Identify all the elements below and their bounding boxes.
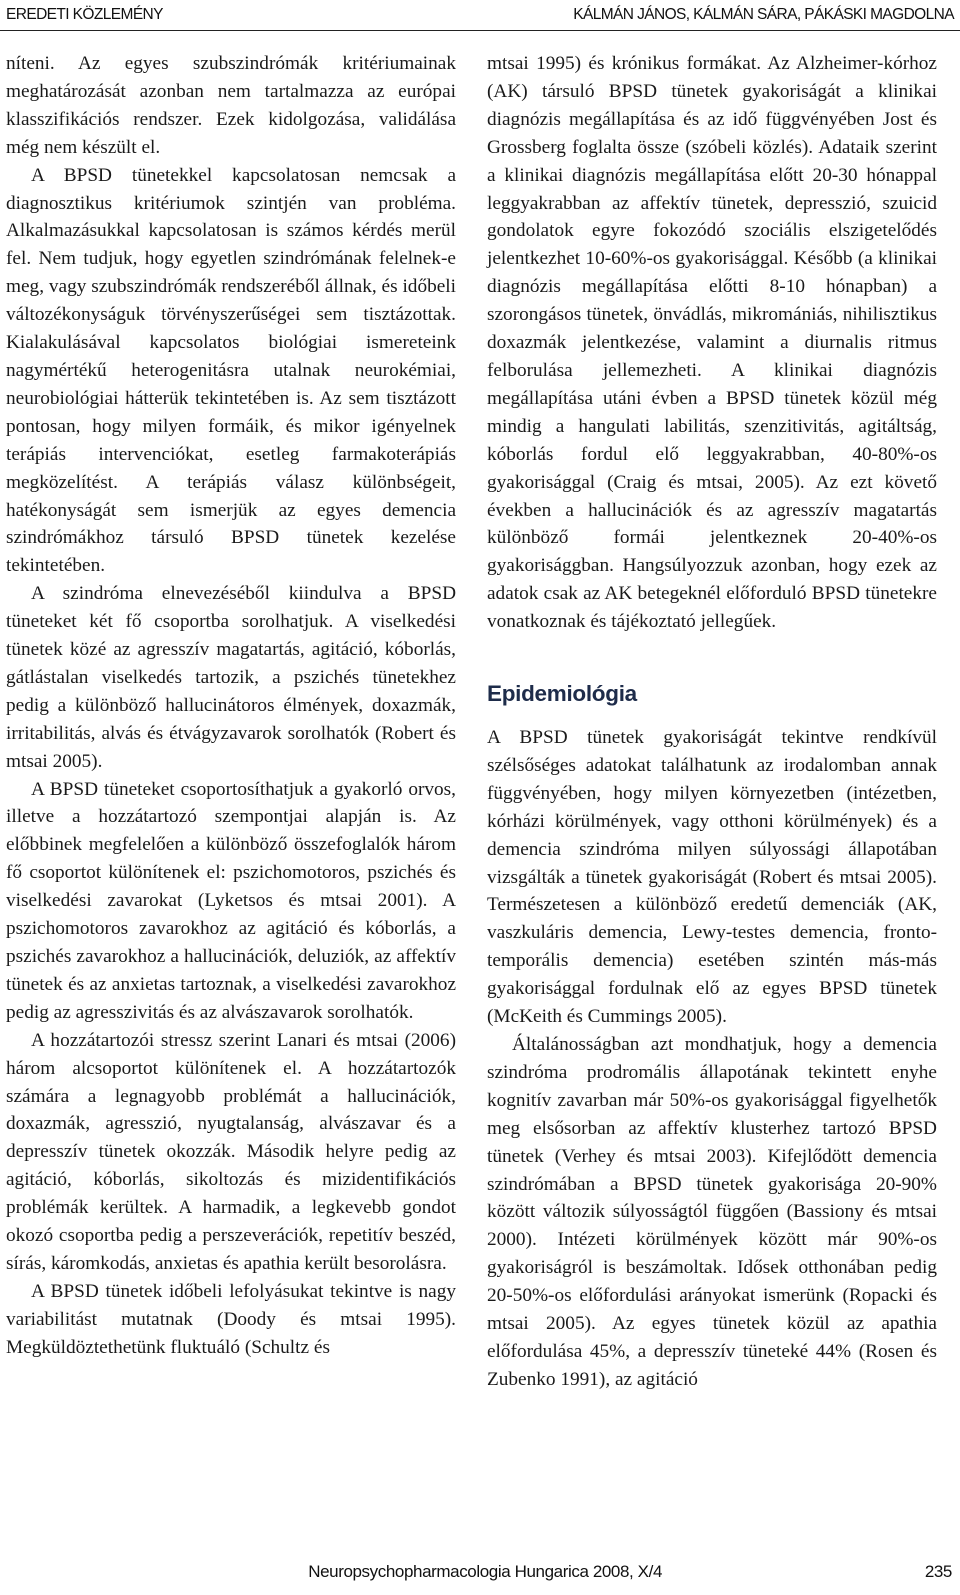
section-heading: Epidemiológia [487,681,637,707]
authors-label: KÁLMÁN JÁNOS, KÁLMÁN SÁRA, PÁKÁSKI MAGDOLNA [573,6,954,23]
running-header [0,0,960,34]
paragraph: A szindróma elnevezéséből kiindulva a BPSD tüneteket két fő csoportba sorolhatjuk. A viselkedési tünetek közé az agresszív magatartás, agitáció, kóborlás, gátlástalan viselkedés tartozik, a pszichés tünetekhez pedig a különböző hallucinátoros élmények, doxazmák, irritabilitás, alvás és étvágyzavarok sorolhatók (Robert és mtsai 2005). [6,583,456,772]
header-rule [0,30,960,31]
paragraph: A hozzátartozói stressz szerint Lanari és mtsai (2006) három alcsoportot különítenek el. A hozzátartozók számára a legnagyobb problémát a hallucinációk, doxazmák, agresszió, nyugtalanság, alvászavar és a depresszív tünetek okozzák. Második helyre pedig az agitáció, kóborlás, sikoltozás és mizidentifikációs problémák kerültek. A harmadik, a legkevebb gondot okozó csoportba pedig a perszeverációk, repetitív beszéd, sírás, káromkodás, anxietas és apathia került besorolásra. [6,1029,456,1274]
running-footer [0,1552,960,1592]
paragraph: Általánosságban azt mondhatjuk, hogy a demencia szindróma prodromális állapotának tekintett enyhe kognitív zavarban már 50%-os gyakorisággal figyelhetők meg elsősorban az affektív klusterhez tartozó BPSD tünetek (Verhey és mtsai 2003). Kifejlődött demencia szindrómában a BPSD tünetek gyakorisága 20-90% között változik súlyosságtól függően (Bassiony és mtsai 2000). Intézeti körülmények között már 90%-os gyakoriságról is beszámoltak. Idősek otthonában pedig 20-50%-os előfordulási arányokat ismerünk (Ropacki és mtsai 2005). Az egyes tünetek közül az apathia előfordulása 45%, a depresszív tüneteké 44% (Rosen és Zubenko 1991), az agitáció [487,1034,937,1390]
page-number: 235 [924,1562,952,1581]
left-column [6,50,456,1362]
journal-citation: Neuropsychopharmacologia Hungarica 2008, X/4 [308,1562,662,1581]
section-label: EREDETI KÖZLEMÉNY [6,6,163,23]
paragraph: níteni. Az egyes szubszindrómák kritériumainak meghatározását azonban nem tartalmazza az európai klasszifikációs rendszer. Ezek kidolgozása, validálása még nem készült el. [6,53,456,158]
paragraph: A BPSD tünetek gyakoriságát tekintve rendkívül szélsőséges adatokat találhatunk az irodalomban annak függvényében, hogy milyen környezetben (intézetben, kórházi körülmények, vagy otthoni körülmények) és a demencia szindróma milyen súlyossági állapotában vizsgálták a tünetek gyakoriságát (Robert és mtsai 2005). Természetesen a különböző eredetű demenciák (AK, vaszkuláris demencia, Lewy-testes demencia, fronto-temporális demencia) esetében szintén más-más gyakorisággal fordulnak elő az egyes BPSD tünetek (McKeith és Cummings 2005). [487,727,937,1028]
paragraph: A BPSD tünetek időbeli lefolyásukat tekintve is nagy variabilitást mutatnak (Doody és mtsai 1995). Megküldöztethetünk fluktuáló (Schultz és [6,1280,456,1358]
paragraph: mtsai 1995) és krónikus formákat. Az Alzheimer-kórhoz (AK) társuló BPSD tünetek gyakoriságát a klinikai diagnózis megállapítása és az idő függvényében Jost és Grossberg foglalta össze (szóbeli közlés). Adataik szerint a klinikai diagnózis megállapítása előtt 20-30 hónappal leggyakrabban az affektív tünetek, depresszió, szuicid gondolatok egyre fokozódó szociális elszigetelődés jelentkezhet 10-60%-os gyakorisággal. Később (a klinikai diagnózis megállapítása előtti 8-10 hónapban) a szorongásos tünetek, önvádlás, mikromániás, nihilisztikus doxazmák jelentkezése, valamint a diurnalis ritmus felborulása jellemezheti. A klinikai diagnózis megállapítása utáni évben a BPSD tünetek közül még mindig a hangulati labilitás, szenzitivitás, agitáltság, kóborlás fordul elő leggyakrabban, 40-80%-os gyakorisággal (Craig és mtsai, 2005). Az ezt követő években a hallucinációk és az agresszív magatartás különböző formái jelentkeznek 20-40%-os gyakorisággban. Hangsúlyozzuk azonban, hogy ezek az adatok csak az AK betegeknél előforduló BPSD tünetekre vonatkoznak és tájékoztató jellegűek. [487,53,937,633]
paragraph: A BPSD tüneteket csoportosíthatjuk a gyakorló orvos, illetve a hozzátartozó szempontjai alapján is. Az előbbinek megfelelően a különböző összefoglalók három fő csoportot különítenek el: pszichomotoros, pszichés és viselkedési zavarokat (Lyketsos és mtsai 2001). A pszichomotoros zavarokhoz az agitáció és kóborlás, a pszichés zavarokhoz a hallucinációk, deluziók, az affektív tünetek és az anxietas tartoznak, a viselkedési zavarokhoz pedig az agresszivitás és az alvászavarok sorolhatók. [6,778,456,1023]
paragraph: A BPSD tünetekkel kapcsolatosan nemcsak a diagnosztikus kritériumok szintjén van probléma. Alkalmazásukkal kapcsolatosan is számos kérdés merül fel. Nem tudjuk, hogy egyetlen szindrómának felelnek-e meg, vagy szubszindrómák rendszeréből állnak, és időbeli változékonyságuk törvényszerűségei sem tisztázottak. Kialakulásával kapcsolatos biológiai ismereteink nagymértékű heterogenitásra utalnak neurokémiai, neurobiológiai hátterük tekintetében is. Az sem tisztázott pontosan, hogy milyen formáik, és mikor igényelnek terápiás intervenciókat, esetleg farmakoterápiás megközelítést. A terápiás válasz különbségeit, hatékonyságát sem ismerjük az egyes demencia szindrómákhoz társuló BPSD tünetek kezelése tekintetében. [6,164,456,577]
right-column [487,50,937,1394]
